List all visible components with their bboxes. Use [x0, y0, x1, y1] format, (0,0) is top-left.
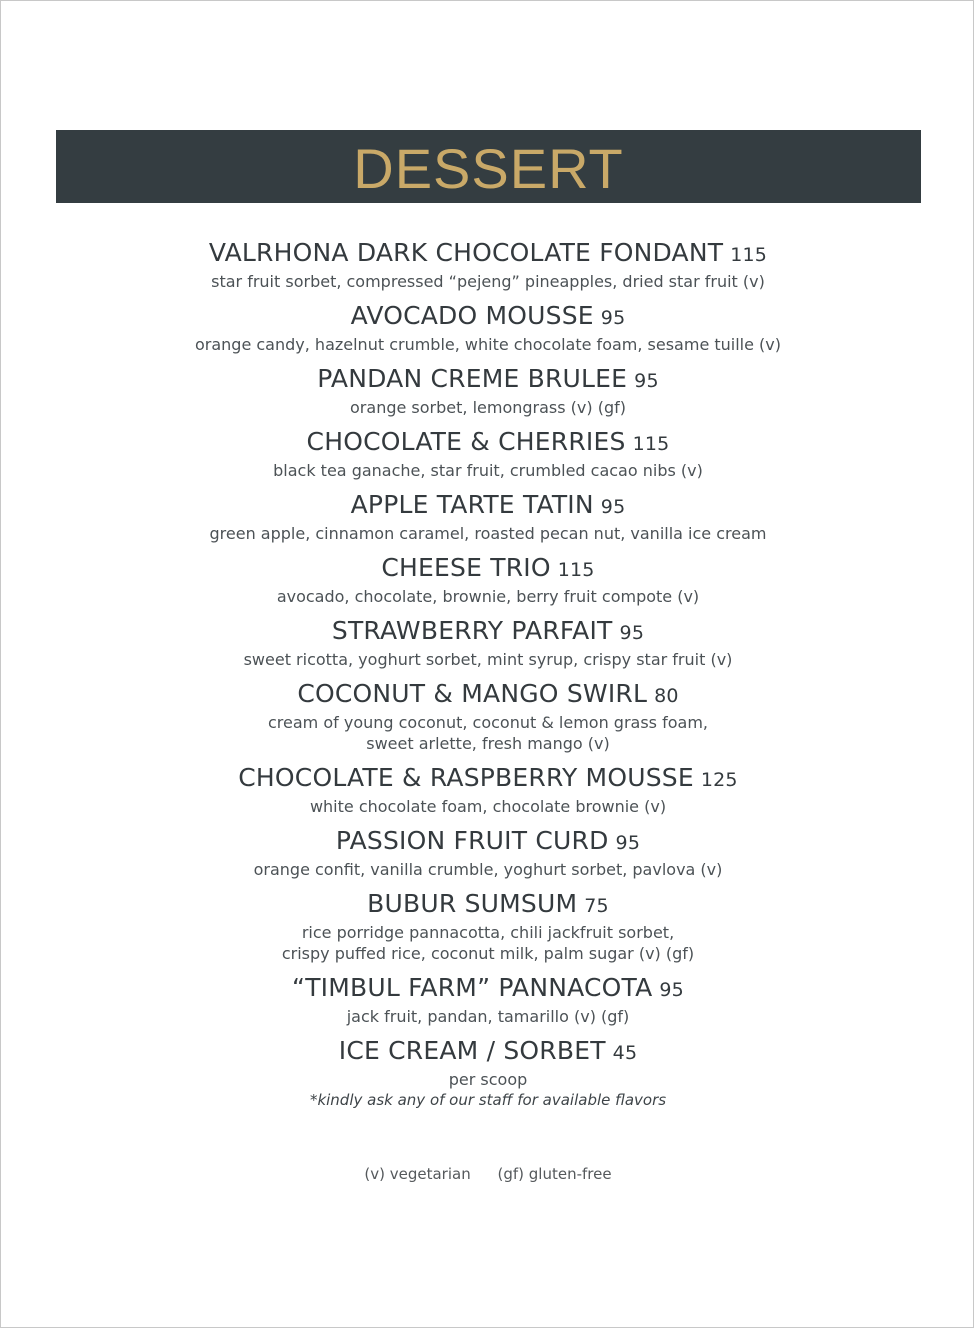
menu-item-note: *kindly ask any of our staff for available flavors	[309, 1091, 667, 1109]
menu-item-name: BUBUR SUMSUM	[367, 889, 578, 918]
menu-item-price: 115	[730, 244, 768, 266]
dessert-banner	[56, 130, 921, 203]
menu-item-name: PANDAN CREME BRULEE	[317, 364, 628, 393]
menu-item-description: per scoop	[448, 1070, 528, 1089]
menu-item-heading	[1, 363, 974, 397]
menu-item-heading	[1, 888, 974, 922]
legend-vegetarian: (v) vegetarian	[364, 1165, 471, 1183]
menu-item-name: PASSION FRUIT CURD	[335, 826, 609, 855]
menu-item-name: COCONUT & MANGO SWIRL	[297, 679, 648, 708]
menu-item-name: STRAWBERRY PARFAIT	[331, 616, 613, 645]
menu-item-description: cream of young coconut, coconut & lemon grass foam,	[268, 713, 708, 732]
menu-item-description: green apple, cinnamon caramel, roasted pecan nut, vanilla ice cream	[209, 524, 767, 543]
dessert-list	[1, 237, 974, 1111]
menu-item-name: CHOCOLATE & RASPBERRY MOUSSE	[238, 763, 694, 792]
menu-item	[1, 825, 974, 880]
menu-item-price: 95	[619, 622, 645, 644]
menu-item-price: 115	[632, 433, 670, 455]
legend-gluten-free: (gf) gluten-free	[497, 1165, 612, 1183]
menu-item-name: CHOCOLATE & CHERRIES	[306, 427, 626, 456]
menu-item	[1, 615, 974, 670]
menu-item-description: black tea ganache, star fruit, crumbled cacao nibs (v)	[273, 461, 703, 480]
menu-item	[1, 489, 974, 544]
menu-item-description: avocado, chocolate, brownie, berry fruit compote (v)	[276, 587, 700, 606]
menu-item-heading	[1, 1035, 974, 1069]
menu-item-name: ICE CREAM / SORBET	[338, 1036, 606, 1065]
menu-item-price: 80	[654, 685, 679, 707]
menu-item	[1, 972, 974, 1027]
menu-item-description: white chocolate foam, chocolate brownie (v)	[309, 797, 667, 816]
menu-item-price: 95	[659, 979, 684, 1001]
menu-item-heading	[1, 615, 974, 649]
menu-item	[1, 300, 974, 355]
menu-item	[1, 363, 974, 418]
menu-item-description: rice porridge pannacotta, chili jackfruit sorbet,	[301, 923, 675, 942]
menu-item-heading	[1, 489, 974, 523]
menu-item-heading	[1, 426, 974, 460]
menu-item	[1, 762, 974, 817]
menu-item-description: sweet arlette, fresh mango (v)	[366, 734, 610, 753]
menu-item-description: orange sorbet, lemongrass (v) (gf)	[350, 398, 626, 417]
menu-item-price: 45	[612, 1042, 638, 1064]
page-title: DESSERT	[353, 136, 624, 200]
menu-item-name: AVOCADO MOUSSE	[350, 301, 594, 330]
menu-item-name: CHEESE TRIO	[381, 553, 551, 582]
menu-item	[1, 552, 974, 607]
diet-legend	[1, 1165, 974, 1183]
menu-item	[1, 888, 974, 964]
menu-item-heading	[1, 552, 974, 586]
menu-item-heading	[1, 972, 974, 1006]
menu-item-price: 95	[600, 307, 626, 329]
menu-item-price: 75	[584, 895, 609, 917]
menu-item-description: crispy puffed rice, coconut milk, palm sugar (v) (gf)	[281, 944, 695, 963]
menu-item-description: jack fruit, pandan, tamarillo (v) (gf)	[346, 1007, 630, 1026]
menu-item-description: orange confit, vanilla crumble, yoghurt sorbet, pavlova (v)	[253, 860, 723, 879]
menu-item-heading	[1, 237, 974, 271]
menu-item-heading	[1, 825, 974, 859]
menu-item-price: 95	[615, 832, 641, 854]
menu-item-description: star fruit sorbet, compressed “pejeng” pineapples, dried star fruit (v)	[211, 272, 765, 291]
menu-item	[1, 1035, 974, 1111]
menu-item-description: orange candy, hazelnut crumble, white chocolate foam, sesame tuille (v)	[194, 335, 782, 354]
menu-item-heading	[1, 762, 974, 796]
menu-item	[1, 426, 974, 481]
menu-item-description: sweet ricotta, yoghurt sorbet, mint syrup, crispy star fruit (v)	[243, 650, 733, 669]
menu-item-price: 115	[557, 559, 595, 581]
menu-item-name: APPLE TARTE TATIN	[350, 490, 594, 519]
menu-item-heading	[1, 300, 974, 334]
menu-item-price: 125	[700, 769, 738, 791]
menu-item-heading	[1, 678, 974, 712]
menu-item-name: “TIMBUL FARM” PANNACOTA	[292, 973, 653, 1002]
menu-item-name: VALRHONA DARK CHOCOLATE FONDANT	[208, 238, 724, 267]
menu-item-price: 95	[634, 370, 659, 392]
menu-item	[1, 237, 974, 292]
menu-item-price: 95	[600, 496, 626, 518]
menu-item	[1, 678, 974, 754]
